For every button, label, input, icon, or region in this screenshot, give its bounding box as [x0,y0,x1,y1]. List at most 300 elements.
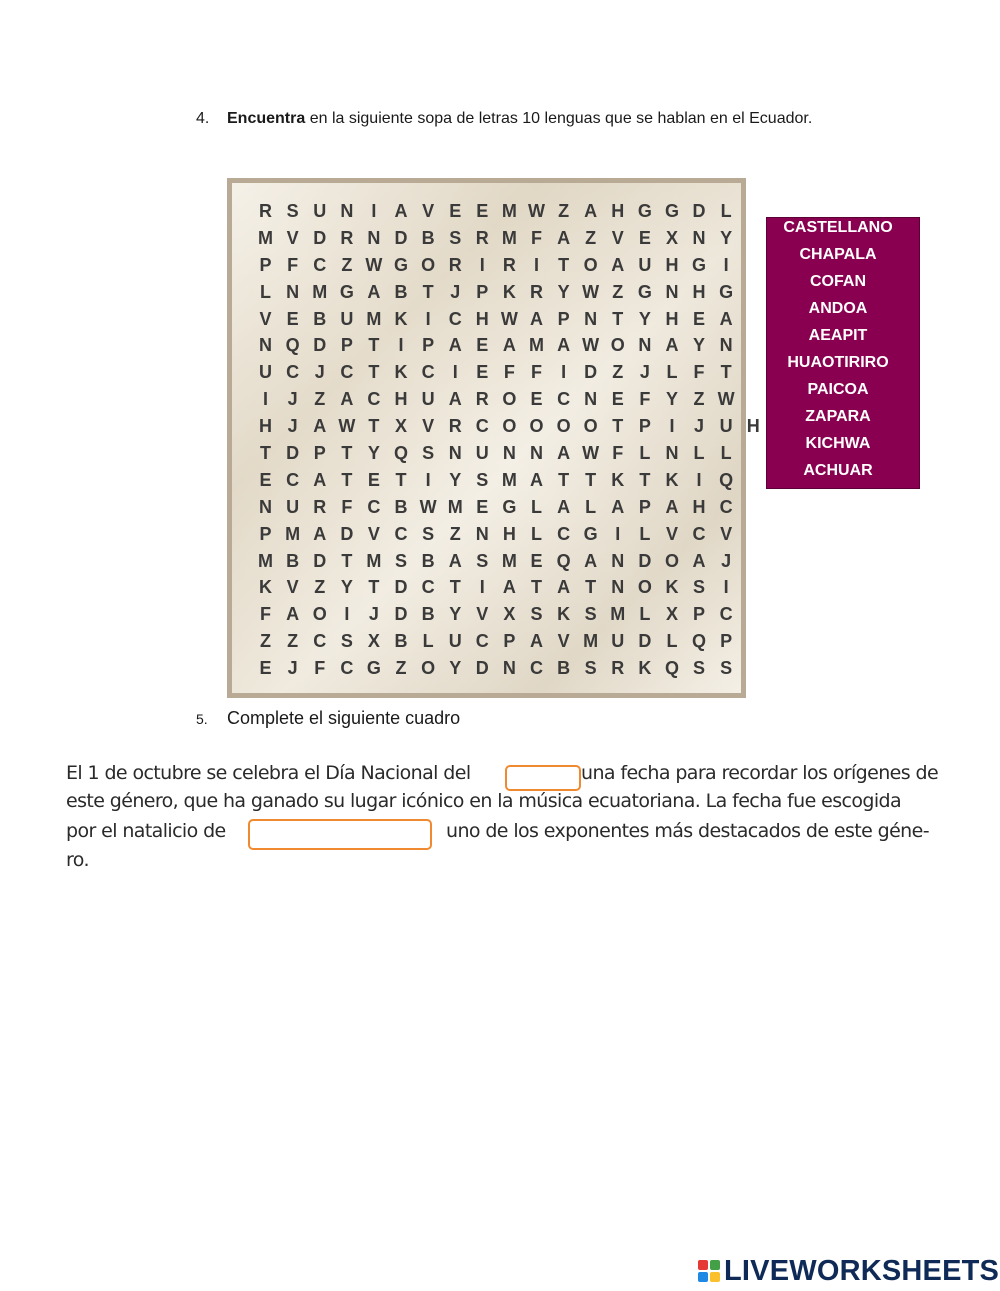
grid-letter[interactable]: R [475,227,489,248]
grid-letter[interactable]: O [583,254,598,275]
grid-letter[interactable]: X [367,631,380,652]
grid-letter[interactable]: Y [449,469,462,490]
grid-letter[interactable]: V [367,523,380,544]
grid-letter[interactable]: C [475,416,489,437]
grid-letter[interactable]: T [558,254,570,275]
grid-letter[interactable]: W [500,308,518,329]
grid-letter[interactable]: T [585,577,597,598]
grid-letter[interactable]: G [394,254,409,275]
grid-letter[interactable]: I [344,604,350,625]
grid-letter[interactable]: F [530,227,542,248]
grid-letter[interactable]: V [557,631,570,652]
grid-letter[interactable]: S [720,658,733,679]
grid-letter[interactable]: Z [260,631,272,652]
grid-letter[interactable]: O [664,550,679,571]
grid-letter[interactable]: M [312,281,328,302]
grid-letter[interactable]: J [287,416,298,437]
grid-letter[interactable]: P [503,631,516,652]
grid-letter[interactable]: V [259,308,272,329]
grid-letter[interactable]: V [286,577,299,598]
grid-letter[interactable]: H [502,523,516,544]
genre-blank-input[interactable] [505,765,581,791]
grid-letter[interactable]: C [313,631,327,652]
grid-letter[interactable]: D [313,335,327,356]
grid-letter[interactable]: E [259,469,272,490]
grid-letter[interactable]: Z [558,201,570,221]
grid-letter[interactable]: S [476,550,489,571]
grid-letter[interactable]: A [394,201,408,221]
grid-letter[interactable]: M [501,550,517,571]
grid-letter[interactable]: C [719,604,733,625]
grid-letter[interactable]: N [638,335,652,356]
grid-letter[interactable]: W [527,201,545,221]
grid-letter[interactable]: T [639,469,651,490]
grid-letter[interactable]: N [259,335,273,356]
grid-letter[interactable]: T [368,577,380,598]
grid-letter[interactable]: F [287,254,299,275]
grid-letter[interactable]: D [638,631,652,652]
grid-letter[interactable]: Z [612,281,624,302]
grid-letter[interactable]: C [367,496,381,517]
grid-letter[interactable]: L [639,604,651,625]
grid-letter[interactable]: O [556,416,571,437]
grid-letter[interactable]: S [449,227,462,248]
grid-letter[interactable]: W [419,496,437,517]
grid-letter[interactable]: R [340,227,354,248]
grid-letter[interactable]: J [287,389,298,410]
grid-letter[interactable]: B [313,308,327,329]
grid-letter[interactable]: H [611,201,625,221]
grid-letter[interactable]: E [638,227,651,248]
grid-letter[interactable]: L [639,523,651,544]
grid-letter[interactable]: N [502,658,516,679]
grid-letter[interactable]: U [638,254,652,275]
grid-letter[interactable]: L [666,362,678,383]
grid-letter[interactable]: M [258,550,274,571]
grid-letter[interactable]: T [341,469,353,490]
grid-letter[interactable]: G [692,254,707,275]
grid-letter[interactable]: B [394,281,408,302]
grid-letter[interactable]: F [639,389,651,410]
grid-letter[interactable]: Z [341,254,353,275]
grid-letter[interactable]: L [422,631,434,652]
grid-letter[interactable]: M [258,227,274,248]
grid-letter[interactable]: C [557,389,571,410]
grid-letter[interactable]: Q [285,335,300,356]
grid-letter[interactable]: Q [692,631,707,652]
grid-letter[interactable]: M [285,523,301,544]
grid-letter[interactable]: Y [720,227,733,248]
grid-letter[interactable]: X [395,416,408,437]
grid-letter[interactable]: F [503,362,515,383]
grid-letter[interactable]: A [340,389,354,410]
grid-letter[interactable]: K [665,469,679,490]
grid-letter[interactable]: S [530,604,543,625]
grid-letter[interactable]: U [475,443,489,464]
grid-letter[interactable]: B [394,496,408,517]
grid-letter[interactable]: J [694,416,705,437]
grid-letter[interactable]: T [368,416,380,437]
grid-letter[interactable]: A [367,281,381,302]
grid-letter[interactable]: U [719,416,733,437]
grid-letter[interactable]: C [340,658,354,679]
grid-letter[interactable]: C [421,577,435,598]
grid-letter[interactable]: V [720,523,733,544]
grid-letter[interactable]: C [692,523,706,544]
grid-letter[interactable]: J [314,362,325,383]
grid-letter[interactable]: I [533,254,539,275]
grid-letter[interactable]: R [448,254,462,275]
grid-letter[interactable]: U [421,389,435,410]
grid-letter[interactable]: W [582,335,600,356]
grid-letter[interactable]: D [394,577,408,598]
grid-letter[interactable]: O [502,389,517,410]
grid-letter[interactable]: F [260,604,272,625]
grid-letter[interactable]: D [584,362,598,383]
grid-letter[interactable]: K [638,658,652,679]
grid-letter[interactable]: Y [693,335,706,356]
grid-letter[interactable]: H [475,308,489,329]
grid-letter[interactable]: Y [340,577,353,598]
grid-letter[interactable]: W [582,281,600,302]
grid-letter[interactable]: S [286,201,299,221]
grid-letter[interactable]: N [259,496,273,517]
grid-letter[interactable]: Z [314,389,326,410]
grid-letter[interactable]: E [476,362,489,383]
grid-letter[interactable]: A [557,496,571,517]
grid-letter[interactable]: O [312,604,327,625]
grid-letter[interactable]: E [367,469,380,490]
grid-letter[interactable]: M [501,469,517,490]
grid-letter[interactable]: S [395,550,408,571]
grid-letter[interactable]: I [425,308,431,329]
grid-letter[interactable]: P [720,631,733,652]
grid-letter[interactable]: H [692,496,706,517]
grid-letter[interactable]: N [692,227,706,248]
grid-letter[interactable]: A [286,604,300,625]
grid-letter[interactable]: I [723,577,729,598]
grid-letter[interactable]: M [447,496,463,517]
grid-letter[interactable]: B [286,550,300,571]
grid-letter[interactable]: V [422,201,435,221]
grid-letter[interactable]: R [529,281,543,302]
grid-letter[interactable]: A [529,631,543,652]
grid-letter[interactable]: H [746,416,760,437]
grid-letter[interactable]: I [615,523,621,544]
grid-letter[interactable]: A [611,254,625,275]
grid-letter[interactable]: I [561,362,567,383]
grid-letter[interactable]: T [260,443,272,464]
grid-letter[interactable]: N [448,443,462,464]
grid-letter[interactable]: T [368,362,380,383]
grid-letter[interactable]: S [340,631,353,652]
grid-letter[interactable]: H [665,308,679,329]
grid-letter[interactable]: O [583,416,598,437]
grid-letter[interactable]: E [611,389,624,410]
grid-letter[interactable]: Z [395,658,407,679]
grid-letter[interactable]: M [366,308,382,329]
grid-letter[interactable]: K [502,281,516,302]
grid-letter[interactable]: P [693,604,706,625]
grid-letter[interactable]: M [610,604,626,625]
grid-letter[interactable]: G [502,496,517,517]
grid-letter[interactable]: W [717,389,735,410]
grid-letter[interactable]: D [286,443,300,464]
grid-letter[interactable]: L [530,496,542,517]
grid-letter[interactable]: F [612,443,624,464]
grid-letter[interactable]: O [502,416,517,437]
grid-letter[interactable]: L [585,496,597,517]
grid-letter[interactable]: Y [665,389,678,410]
grid-letter[interactable]: A [313,523,327,544]
grid-letter[interactable]: K [394,308,408,329]
grid-letter[interactable]: K [259,577,273,598]
grid-letter[interactable]: N [719,335,733,356]
grid-letter[interactable]: T [720,362,732,383]
grid-letter[interactable]: V [476,604,489,625]
grid-letter[interactable]: R [475,389,489,410]
grid-letter[interactable]: N [529,443,543,464]
grid-letter[interactable]: M [583,631,599,652]
grid-letter[interactable]: X [665,227,678,248]
grid-letter[interactable]: U [259,362,273,383]
grid-letter[interactable]: Q [664,658,679,679]
grid-letter[interactable]: B [557,658,571,679]
grid-letter[interactable]: S [693,658,706,679]
grid-letter[interactable]: P [259,523,272,544]
grid-letter[interactable]: Q [719,469,734,490]
grid-letter[interactable]: N [367,227,381,248]
grid-letter[interactable]: E [449,201,462,221]
grid-letter[interactable]: A [529,308,543,329]
grid-letter[interactable]: D [638,550,652,571]
grid-letter[interactable]: B [394,631,408,652]
grid-letter[interactable]: N [340,201,354,221]
grid-letter[interactable]: D [475,658,489,679]
grid-letter[interactable]: G [339,281,354,302]
grid-letter[interactable]: T [612,308,624,329]
grid-letter[interactable]: A [448,389,462,410]
grid-letter[interactable]: C [529,658,543,679]
grid-letter[interactable]: D [340,523,354,544]
grid-letter[interactable]: R [502,254,516,275]
grid-letter[interactable]: I [452,362,458,383]
grid-letter[interactable]: Q [394,443,409,464]
grid-letter[interactable]: H [692,281,706,302]
grid-letter[interactable]: P [476,281,489,302]
grid-letter[interactable]: N [665,443,679,464]
grid-letter[interactable]: R [611,658,625,679]
grid-letter[interactable]: M [501,201,517,221]
grid-letter[interactable]: S [476,469,489,490]
grid-letter[interactable]: J [368,604,379,625]
grid-letter[interactable]: D [394,227,408,248]
grid-letter[interactable]: E [259,658,272,679]
grid-letter[interactable]: B [421,604,435,625]
grid-letter[interactable]: V [665,523,678,544]
grid-letter[interactable]: A [313,469,327,490]
grid-letter[interactable]: D [313,550,327,571]
grid-letter[interactable]: J [639,362,650,383]
grid-letter[interactable]: R [313,496,327,517]
grid-letter[interactable]: M [528,335,544,356]
grid-letter[interactable]: L [666,631,678,652]
grid-letter[interactable]: I [479,577,485,598]
grid-letter[interactable]: Y [449,658,462,679]
grid-letter[interactable]: C [367,389,381,410]
grid-letter[interactable]: C [421,362,435,383]
grid-letter[interactable]: T [612,416,624,437]
grid-letter[interactable]: Z [693,389,705,410]
grid-letter[interactable]: L [639,443,651,464]
grid-letter[interactable]: M [501,227,517,248]
grid-letter[interactable]: H [665,254,679,275]
grid-letter[interactable]: P [340,335,353,356]
grid-letter[interactable]: J [721,550,732,571]
grid-letter[interactable]: P [259,254,272,275]
grid-letter[interactable]: Z [314,577,326,598]
grid-letter[interactable]: R [259,201,273,221]
grid-letter[interactable]: L [720,201,732,221]
grid-letter[interactable]: A [584,550,598,571]
grid-letter[interactable]: A [502,335,516,356]
grid-letter[interactable]: D [313,227,327,248]
grid-letter[interactable]: X [503,604,516,625]
grid-letter[interactable]: O [421,254,436,275]
grid-letter[interactable]: B [421,550,435,571]
grid-letter[interactable]: D [692,201,706,221]
grid-letter[interactable]: U [340,308,354,329]
grid-letter[interactable]: Y [557,281,570,302]
grid-letter[interactable]: W [582,443,600,464]
grid-letter[interactable]: E [530,389,543,410]
grid-letter[interactable]: O [610,335,625,356]
grid-letter[interactable]: A [557,443,571,464]
grid-letter[interactable]: S [422,523,435,544]
grid-letter[interactable]: E [286,308,299,329]
grid-letter[interactable]: N [286,281,300,302]
grid-letter[interactable]: C [286,362,300,383]
grid-letter[interactable]: C [448,308,462,329]
grid-letter[interactable]: K [394,362,408,383]
grid-letter[interactable]: G [366,658,381,679]
grid-letter[interactable]: T [558,469,570,490]
grid-letter[interactable]: T [341,550,353,571]
grid-letter[interactable]: C [340,362,354,383]
grid-letter[interactable]: J [450,281,461,302]
grid-letter[interactable]: W [365,254,383,275]
grid-letter[interactable]: Z [287,631,299,652]
grid-letter[interactable]: S [422,443,435,464]
grid-letter[interactable]: I [398,335,404,356]
grid-letter[interactable]: N [584,389,598,410]
grid-letter[interactable]: T [449,577,461,598]
grid-letter[interactable]: F [693,362,705,383]
grid-letter[interactable]: U [313,201,327,221]
grid-letter[interactable]: Z [449,523,461,544]
grid-letter[interactable]: O [421,658,436,679]
grid-letter[interactable]: T [530,577,542,598]
grid-letter[interactable]: P [422,335,435,356]
grid-letter[interactable]: N [665,281,679,302]
grid-letter[interactable]: V [611,227,624,248]
grid-letter[interactable]: I [696,469,702,490]
grid-letter[interactable]: P [313,443,326,464]
grid-letter[interactable]: S [693,577,706,598]
grid-letter[interactable]: G [664,201,679,221]
grid-letter[interactable]: A [611,496,625,517]
grid-letter[interactable]: Y [449,604,462,625]
grid-letter[interactable]: A [448,335,462,356]
grid-letter[interactable]: A [557,577,571,598]
grid-letter[interactable]: A [719,308,733,329]
grid-letter[interactable]: A [529,469,543,490]
grid-letter[interactable]: G [719,281,734,302]
grid-letter[interactable]: C [286,469,300,490]
grid-letter[interactable]: T [395,469,407,490]
grid-letter[interactable]: H [394,389,408,410]
grid-letter[interactable]: C [394,523,408,544]
grid-letter[interactable]: I [425,469,431,490]
grid-letter[interactable]: X [665,604,678,625]
grid-letter[interactable]: I [479,254,485,275]
grid-letter[interactable]: K [665,577,679,598]
grid-letter[interactable]: E [476,335,489,356]
grid-letter[interactable]: U [448,631,462,652]
grid-letter[interactable]: F [530,362,542,383]
grid-letter[interactable]: K [557,604,571,625]
grid-letter[interactable]: O [637,577,652,598]
grid-letter[interactable]: J [287,658,298,679]
grid-letter[interactable]: T [341,443,353,464]
grid-letter[interactable]: N [611,550,625,571]
grid-letter[interactable]: A [692,550,706,571]
grid-letter[interactable]: Y [638,308,651,329]
grid-letter[interactable]: V [422,416,435,437]
grid-letter[interactable]: T [422,281,434,302]
grid-letter[interactable]: N [611,577,625,598]
grid-letter[interactable]: I [263,389,269,410]
grid-letter[interactable]: P [638,496,651,517]
grid-letter[interactable]: L [720,443,732,464]
grid-letter[interactable]: U [611,631,625,652]
grid-letter[interactable]: W [338,416,356,437]
grid-letter[interactable]: N [475,523,489,544]
artist-blank-input[interactable] [248,819,432,850]
grid-letter[interactable]: B [421,227,435,248]
grid-letter[interactable]: U [286,496,300,517]
grid-letter[interactable]: Z [585,227,597,248]
grid-letter[interactable]: T [368,335,380,356]
grid-letter[interactable]: A [448,550,462,571]
grid-letter[interactable]: S [584,658,597,679]
grid-letter[interactable]: C [313,254,327,275]
grid-letter[interactable]: H [259,416,273,437]
grid-letter[interactable]: G [637,201,652,221]
grid-letter[interactable]: A [502,577,516,598]
grid-letter[interactable]: V [286,227,299,248]
grid-letter[interactable]: Z [612,362,624,383]
grid-letter[interactable]: A [665,335,679,356]
grid-letter[interactable]: P [638,416,651,437]
grid-letter[interactable]: F [314,658,326,679]
grid-letter[interactable]: S [584,604,597,625]
grid-letter[interactable]: T [585,469,597,490]
grid-letter[interactable]: A [665,496,679,517]
grid-letter[interactable]: E [476,496,489,517]
grid-letter[interactable]: R [448,416,462,437]
grid-letter[interactable]: N [502,443,516,464]
